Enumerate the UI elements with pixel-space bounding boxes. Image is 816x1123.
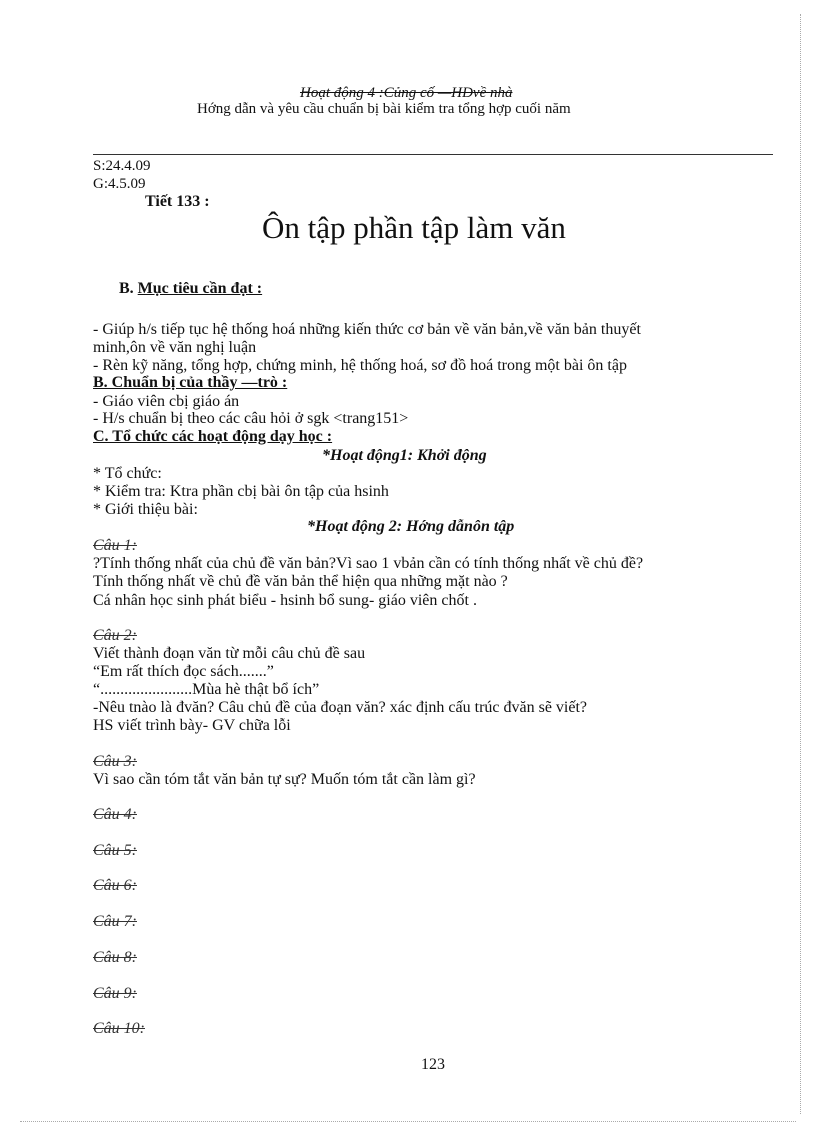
page-bottom-dotted-line — [20, 1121, 796, 1122]
divider-line — [93, 154, 773, 155]
question-label: Câu 9: — [93, 985, 137, 1002]
instruction-line: Hớng dẫn và yêu cầu chuẩn bị bài kiểm tra tổng hợp cuối năm — [197, 101, 571, 117]
question-label: Câu 8: — [93, 949, 137, 966]
question-2-label: Câu 2: — [93, 627, 137, 644]
activity-1-item: * Tổ chức: — [93, 465, 162, 482]
section-c-heading: C. Tổ chức các hoạt động dạy học : — [93, 428, 333, 445]
objectives-heading — [119, 280, 262, 298]
question-1-line: ?Tính thống nhất của chủ đề văn bản?Vì sao 1 vbản cần có tính thống nhất về chủ đề? — [93, 555, 644, 572]
question-2-line: “Em rất thích đọc sách.......” — [93, 663, 274, 680]
objective-item: - Rèn kỹ năng, tổng hợp, chứng minh, hệ thống hoá, sơ đồ hoá trong một bài ôn tập — [93, 357, 627, 374]
activity-4-heading: Hoạt động 4 :Củng cố —HDvề nhà — [300, 85, 513, 101]
objective-item: minh,ôn về văn nghị luận — [93, 339, 257, 356]
prep-item: - H/s chuẩn bị theo các câu hỏi ở sgk <trang151> — [93, 410, 409, 427]
prep-item: - Giáo viên cbị giáo án — [93, 393, 240, 410]
prep-heading: B. Chuẩn bị của thầy —trò : — [93, 374, 288, 391]
question-label: Câu 7: — [93, 913, 137, 930]
question-3-label: Câu 3: — [93, 753, 137, 770]
question-3-line: Vì sao cần tóm tắt văn bản tự sự? Muốn tóm tắt cần làm gì? — [93, 771, 476, 788]
question-label: Câu 5: — [93, 842, 137, 859]
page-number: 123 — [421, 1056, 445, 1073]
date-g: G:4.5.09 — [93, 176, 146, 192]
activity-1-item: * Kiểm tra: Ktra phần cbị bài ôn tập của hsinh — [93, 483, 389, 500]
question-2-line: Viết thành đoạn văn từ mỗi câu chủ đề sau — [93, 645, 366, 662]
question-2-line: -Nêu tnào là đvăn? Câu chủ đề của đoạn văn? xác định cấu trúc đvăn sẽ viết? — [93, 699, 588, 716]
question-label: Câu 6: — [93, 877, 137, 894]
activity-1-item: * Giới thiệu bài: — [93, 501, 198, 518]
objectives-heading-prefix: B. — [119, 280, 138, 297]
question-2-line: “.......................Mùa hè thật bổ ích” — [93, 681, 320, 698]
page-edge-dotted-line — [800, 14, 801, 1114]
question-1-label: Câu 1: — [93, 537, 137, 554]
date-s: S:24.4.09 — [93, 158, 151, 174]
question-label: Câu 10: — [93, 1020, 145, 1037]
objective-item: - Giúp h/s tiếp tục hệ thống hoá những kiến thức cơ bản về văn bản,về văn bản thuyết — [93, 321, 641, 338]
question-2-line: HS viết trình bày- GV chữa lỗi — [93, 717, 291, 734]
lesson-number: Tiết 133 : — [145, 193, 210, 210]
question-1-line: Tính thống nhất về chủ đề văn bản thể hiện qua những mặt nào ? — [93, 573, 508, 590]
objectives-heading-text: Mục tiêu cần đạt : — [137, 280, 263, 297]
page-title: Ôn tập phần tập làm văn — [262, 210, 566, 245]
question-1-line: Cá nhân học sinh phát biểu - hsinh bổ sung- giáo viên chốt . — [93, 592, 477, 609]
activity-1-title: *Hoạt động1: Khởi động — [322, 447, 487, 464]
question-label: Câu 4: — [93, 806, 137, 823]
activity-2-title: *Hoạt động 2: Hớng dẫnôn tập — [307, 518, 515, 535]
